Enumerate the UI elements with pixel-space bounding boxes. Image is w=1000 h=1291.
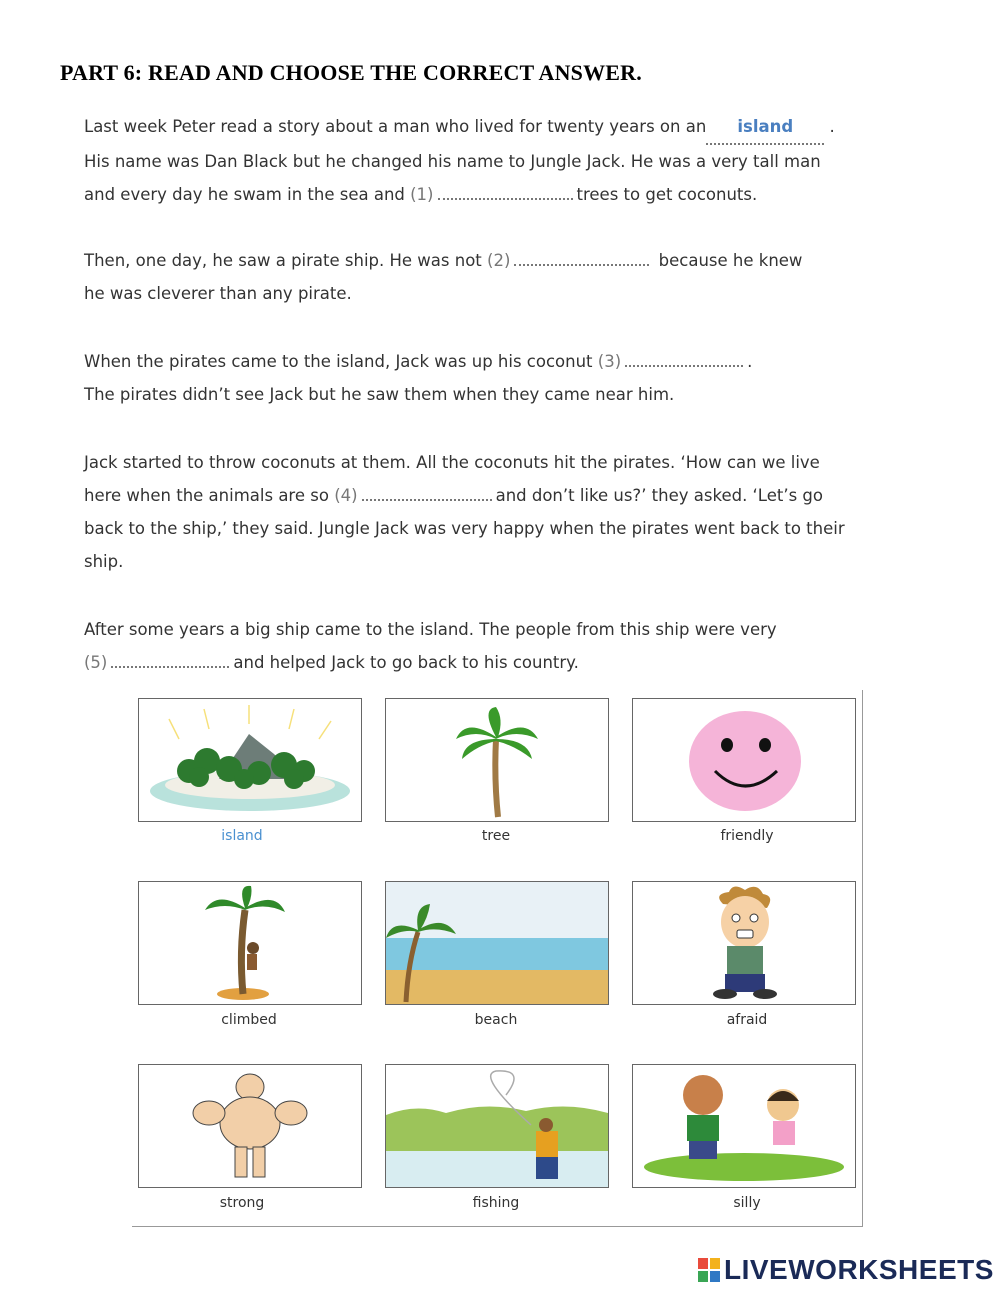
palm-tree-icon (386, 699, 608, 821)
caption-friendly: friendly (720, 828, 774, 844)
text: because he knew (658, 251, 803, 270)
island-icon (139, 699, 361, 821)
caption-silly: silly (733, 1195, 761, 1211)
text: The pirates didn’t see Jack but he saw them when they came near him. (84, 385, 675, 404)
picture-card-silly (632, 1064, 856, 1188)
text: he was cleverer than any pirate. (84, 284, 352, 303)
text: After some years a big ship came to the island. The people from this ship were very (84, 620, 777, 639)
picture-card-tree (385, 698, 609, 822)
liveworksheets-logo (698, 1254, 994, 1286)
answer-example: island (706, 110, 824, 145)
picture-card-strong (138, 1064, 362, 1188)
picture-card-climbed (138, 881, 362, 1005)
caption-island: island (221, 828, 263, 844)
caption-strong: strong (219, 1195, 265, 1211)
picture-card-fishing (385, 1064, 609, 1188)
answer-blank-2[interactable] (514, 246, 649, 266)
text: and every day he swam in the sea and (84, 185, 405, 204)
brand-name: LIVEWORKSHEETS (724, 1254, 994, 1285)
text: and don’t like us?’ they asked. ‘Let’s go (495, 486, 823, 505)
fishing-man-icon (386, 1065, 608, 1187)
afraid-boy-icon (633, 882, 855, 1004)
liveworksheets-logo-icon (698, 1258, 720, 1282)
blank-number-4: (4) (334, 486, 358, 505)
blank-number-2: (2) (487, 251, 511, 270)
paragraph-5 (84, 613, 884, 679)
page-title: PART 6: READ AND CHOOSE THE CORRECT ANSWER. (60, 60, 642, 85)
text: ship. (84, 552, 124, 571)
paragraph-1 (84, 110, 884, 211)
paragraph-4 (84, 446, 884, 578)
text: and helped Jack to go back to his country. (233, 653, 579, 672)
picture-card-island (138, 698, 362, 822)
blank-number-1: (1) (410, 185, 434, 204)
text: back to the ship,’ they said. Jungle Jack was very happy when the pirates went back to their (84, 519, 845, 538)
climbing-man-icon (139, 882, 361, 1004)
text: Then, one day, he saw a pirate ship. He was not (84, 251, 482, 270)
text: . (829, 117, 835, 136)
text: His name was Dan Black but he changed his name to Jungle Jack. He was a very tall man (84, 152, 821, 171)
picture-card-afraid (632, 881, 856, 1005)
answer-blank-3[interactable] (625, 347, 743, 367)
beach-icon (386, 882, 608, 1004)
strong-man-icon (139, 1065, 361, 1187)
blank-number-3: (3) (597, 352, 622, 371)
paragraph-3 (84, 345, 884, 411)
text: trees to get coconuts. (576, 185, 758, 204)
caption-tree: tree (481, 828, 511, 844)
picture-card-friendly (632, 698, 856, 822)
caption-climbed: climbed (221, 1012, 277, 1028)
text: Jack started to throw coconuts at them. All the coconuts hit the pirates. ‘How can we live (84, 453, 820, 472)
picture-card-beach (385, 881, 609, 1005)
caption-fishing: fishing (472, 1195, 520, 1211)
smiley-face-icon (633, 699, 855, 821)
silly-children-icon (633, 1065, 855, 1187)
answer-blank-5[interactable] (111, 648, 229, 668)
text: When the pirates came to the island, Jack was up his coconut (84, 352, 593, 371)
caption-afraid: afraid (726, 1012, 768, 1028)
text: here when the animals are so (84, 486, 329, 505)
text: Last week Peter read a story about a man who lived for twenty years on an (84, 117, 707, 136)
text: . (747, 352, 753, 371)
answer-blank-4[interactable] (362, 481, 492, 501)
caption-beach: beach (474, 1012, 518, 1028)
blank-number-5: (5) (84, 653, 108, 672)
paragraph-2 (84, 244, 884, 310)
answer-blank-1[interactable] (438, 180, 573, 200)
